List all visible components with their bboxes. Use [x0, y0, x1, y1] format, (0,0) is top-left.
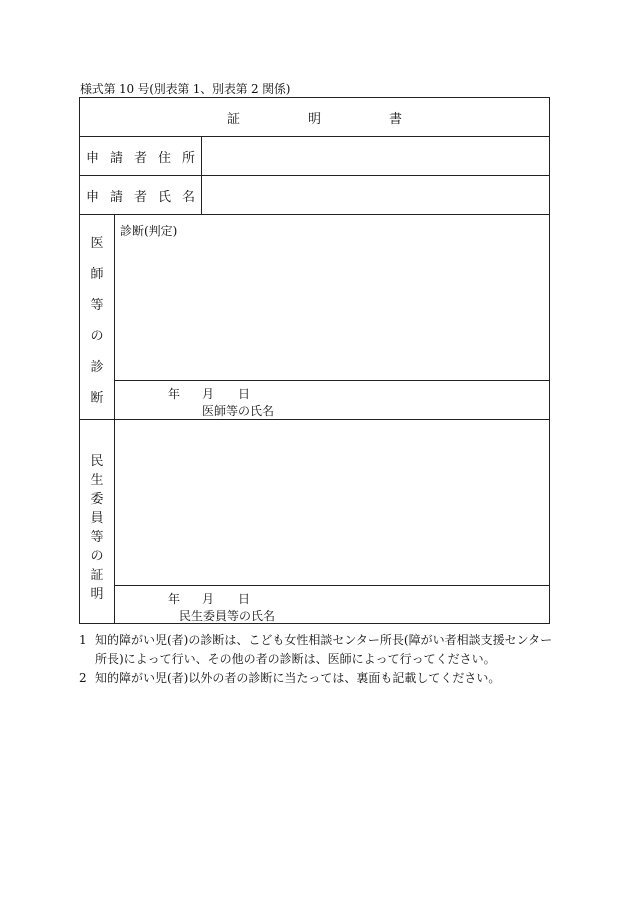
- notes: [79, 631, 554, 688]
- form-number-label: 様式第 10 号(別表第 1、別表第 2 関係): [80, 82, 291, 96]
- label-char: 者: [133, 189, 147, 205]
- note-text: 知的障がい児(者)の診断は、こども女性相談センター所長(障がい者相談支援センター所長)によって行い、その他の者の診断は、医師によって行ってください。: [95, 633, 553, 666]
- label-char: 等: [90, 298, 104, 313]
- welfare-date-month: 月: [202, 592, 215, 606]
- certificate-table: [79, 97, 550, 624]
- label-char: 証: [90, 568, 104, 583]
- note-number: 1: [79, 633, 87, 647]
- label-char: 生: [90, 473, 104, 488]
- label-char: 師: [90, 267, 104, 282]
- document-title: [80, 98, 549, 137]
- welfare-date-year: 年: [168, 592, 181, 606]
- welfare-date-day: 日: [238, 592, 251, 606]
- label-char: 申: [86, 150, 100, 166]
- label-char: 委: [90, 492, 104, 507]
- label-char: 者: [133, 150, 147, 166]
- label-char: 所: [181, 150, 195, 166]
- divider: [80, 214, 549, 215]
- label-char: 氏: [157, 189, 171, 205]
- doctor-date-year: 年: [168, 387, 181, 401]
- note-item: [79, 669, 554, 688]
- label-char: 医: [90, 236, 104, 251]
- diagnosis-field[interactable]: [115, 238, 549, 379]
- note-item: [79, 631, 554, 669]
- diagnosis-label: 診断(判定): [120, 224, 178, 238]
- label-char: 員: [90, 511, 104, 526]
- welfare-signer-label: 民生委員等の氏名: [179, 609, 276, 623]
- label-char: 等: [90, 530, 104, 545]
- applicant-name-field[interactable]: [202, 176, 549, 214]
- doctor-date-month: 月: [202, 387, 215, 401]
- label-char: 請: [109, 150, 123, 166]
- title-char: 書: [389, 112, 403, 127]
- label-char: 明: [90, 587, 104, 602]
- doctor-diagnosis-label: [80, 216, 114, 420]
- applicant-address-field[interactable]: [202, 137, 549, 175]
- doctor-signer-label: 医師等の氏名: [202, 404, 275, 418]
- note-number: 2: [79, 671, 87, 685]
- label-char: 名: [181, 189, 195, 205]
- title-char: 証: [226, 112, 240, 127]
- doctor-date-day: 日: [238, 387, 251, 401]
- welfare-proof-field[interactable]: [115, 420, 549, 584]
- label-char: 申: [86, 189, 100, 205]
- label-char: 請: [109, 189, 123, 205]
- label-char: の: [90, 549, 104, 564]
- welfare-commissioner-proof-label: [80, 450, 114, 602]
- label-char: 診: [90, 360, 104, 375]
- label-char: の: [90, 329, 104, 344]
- label-char: 断: [90, 391, 104, 406]
- title-char: 明: [307, 112, 321, 127]
- divider: [114, 585, 549, 586]
- applicant-name-label: [80, 176, 201, 214]
- note-text: 知的障がい児(者)以外の者の診断に当たっては、裏面も記載してください。: [95, 671, 501, 685]
- label-char: 民: [90, 454, 104, 469]
- divider: [114, 380, 549, 381]
- applicant-address-label: [80, 137, 201, 175]
- label-char: 住: [157, 150, 171, 166]
